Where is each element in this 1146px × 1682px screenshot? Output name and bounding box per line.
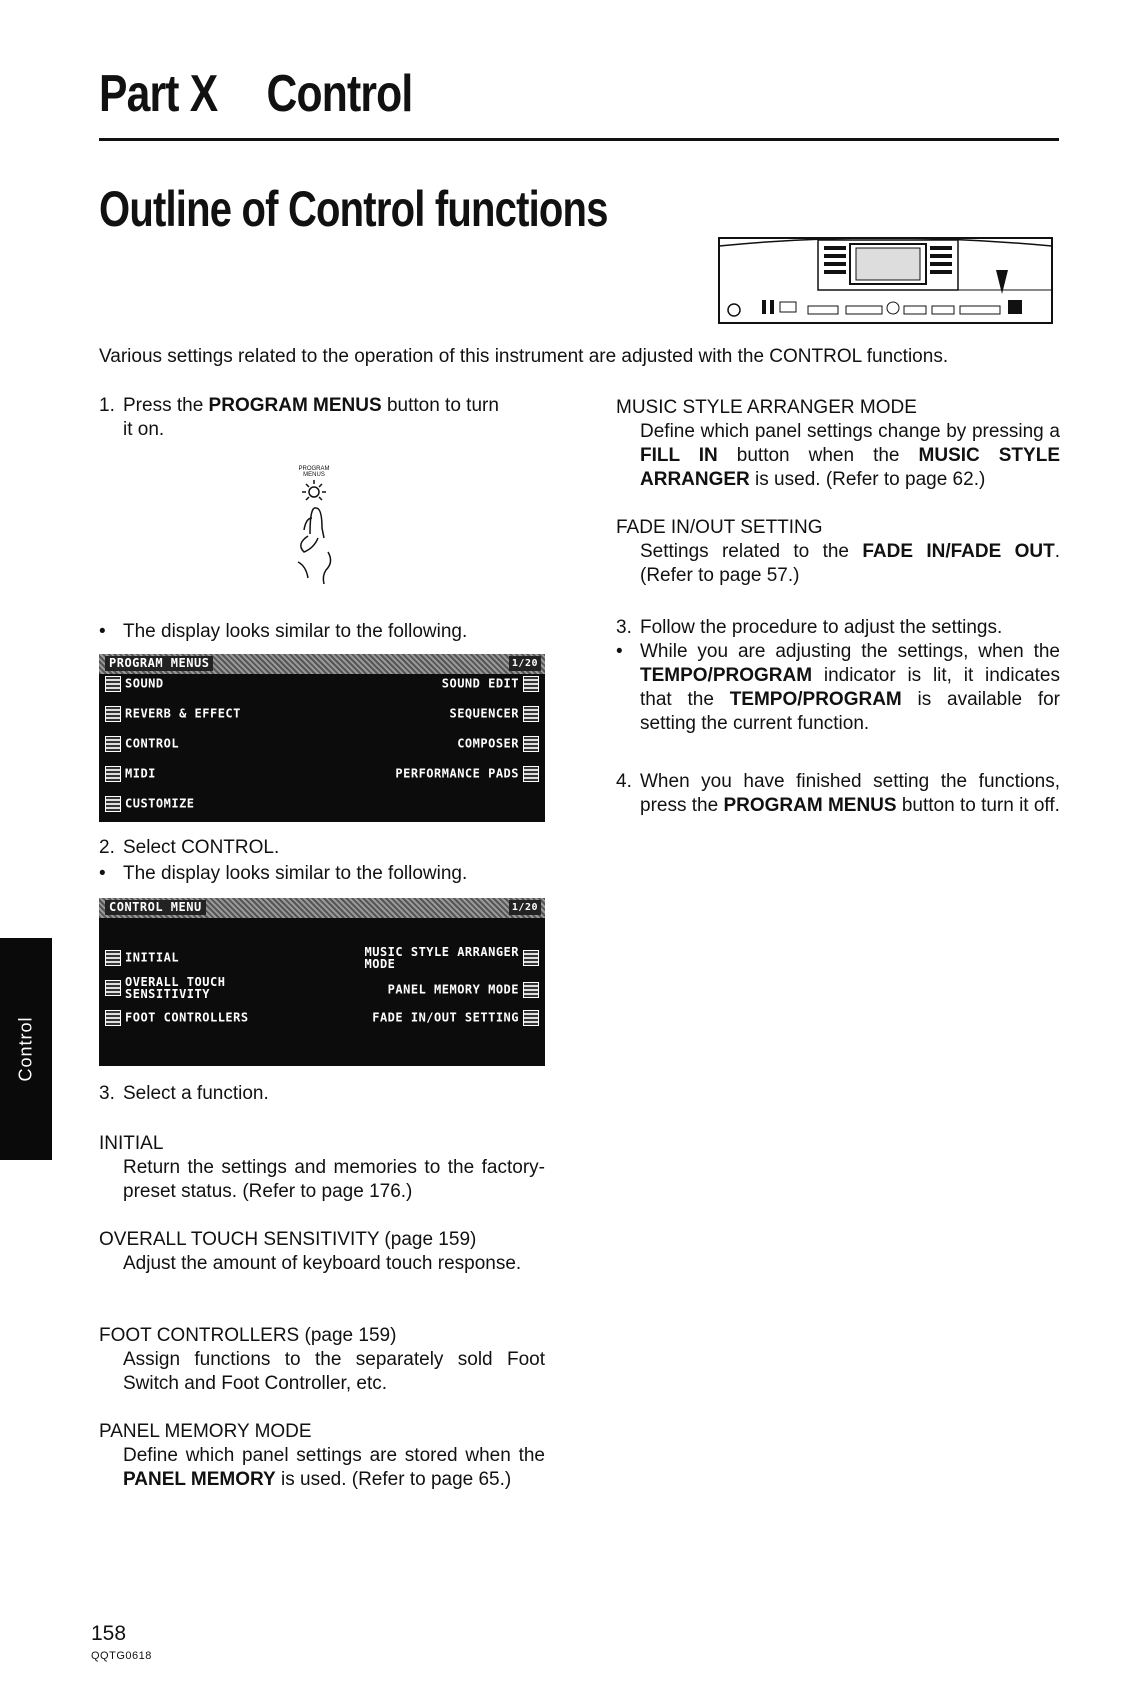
control-menu-screen (99, 898, 545, 1066)
menu-item-panel-memory-mode[interactable]: PANEL MEMORY MODE (388, 982, 543, 998)
fade-icon (523, 1010, 539, 1026)
menu-item-customize[interactable]: CUSTOMIZE (101, 796, 195, 812)
panel-memory-icon (523, 982, 539, 998)
menu-item-sequencer[interactable]: SEQUENCER (449, 706, 543, 722)
program-menus-button-label: PROGRAM MENUS (298, 466, 330, 478)
side-tab-control: Control (0, 938, 52, 1160)
desc-foot-controllers: Assign functions to the separately sold Foot Switch and Foot Controller, etc. (123, 1349, 545, 1394)
initial-icon (105, 950, 121, 966)
sound-edit-icon (523, 676, 539, 692)
screen-page: 1/20 (509, 656, 541, 671)
right-step-4: 4. When you have finished setting the functions, press the PROGRAM MENUS button to turn it off. (616, 771, 1060, 816)
menu-item-midi[interactable]: MIDI (101, 766, 156, 782)
menu-item-sound[interactable]: SOUND (101, 676, 164, 692)
screen-title: CONTROL MENU (105, 900, 206, 915)
sound-icon (105, 676, 121, 692)
screen-title-bar (99, 654, 545, 674)
desc-panel-memory: Define which panel settings are stored when the PANEL MEMORY is used. (Refer to page 65.) (123, 1445, 545, 1490)
section-title: Outline of Control functions (99, 181, 608, 237)
arranger-icon (523, 950, 539, 966)
heading-initial: INITIAL (99, 1133, 164, 1154)
desc-initial: Return the settings and memories to the factory-preset status. (Refer to page 176.) (123, 1157, 545, 1202)
menu-item-overall-touch-sensitivity[interactable]: OVERALL TOUCH SENSITIVITY (101, 976, 225, 1000)
desc-music-style-arranger: Define which panel settings change by pressing a FILL IN button when the MUSIC STYLE ARRANGER is used. (Refer to page 62.) (640, 421, 1060, 490)
midi-icon (105, 766, 121, 782)
keyboard-panel-illustration (718, 228, 1054, 328)
heading-fade-in-out: FADE IN/OUT SETTING (616, 517, 823, 538)
desc-overall-touch: Adjust the amount of keyboard touch response. (123, 1253, 522, 1274)
performance-pads-icon (523, 766, 539, 782)
reverb-icon (105, 706, 121, 722)
screen-title: PROGRAM MENUS (105, 656, 213, 671)
sequencer-icon (523, 706, 539, 722)
bullet-display-2: • The display looks similar to the following. (99, 863, 468, 884)
desc-fade-in-out: Settings related to the FADE IN/FADE OUT. (Refer to page 57.) (640, 541, 1060, 586)
part-title: Part X Control (99, 65, 413, 123)
menu-item-sound-edit[interactable]: SOUND EDIT (442, 676, 543, 692)
document-code: QQTG0618 (91, 1650, 152, 1662)
step-3: 3. Select a function. (99, 1083, 269, 1104)
heading-overall-touch: OVERALL TOUCH SENSITIVITY (page 159) (99, 1229, 477, 1250)
heading-foot-controllers: FOOT CONTROLLERS (page 159) (99, 1325, 397, 1346)
page-number: 158 (91, 1622, 127, 1645)
control-icon (105, 736, 121, 752)
menu-item-control[interactable]: CONTROL (101, 736, 179, 752)
bullet-display-1: • The display looks similar to the following. (99, 621, 468, 642)
menu-item-music-style-arranger-mode[interactable]: MUSIC STYLE ARRANGER MODE (365, 946, 544, 970)
menu-item-composer[interactable]: COMPOSER (457, 736, 543, 752)
menu-item-reverb-effect[interactable]: REVERB & EFFECT (101, 706, 241, 722)
right-bullet-tempo-program: • While you are adjusting the settings, when the TEMPO/PROGRAM indicator is lit, it indicates that the TEMPO/PROGRAM is available for setting the current function. (616, 641, 1060, 734)
touch-icon (105, 980, 121, 996)
menu-item-performance-pads[interactable]: PERFORMANCE PADS (395, 766, 543, 782)
menu-item-foot-controllers[interactable]: FOOT CONTROLLERS (101, 1010, 249, 1026)
title-rule (99, 138, 1059, 141)
program-menus-screen (99, 654, 545, 822)
right-step-3: 3. Follow the procedure to adjust the settings. (616, 617, 1003, 638)
step-1: 1. Press the PROGRAM MENUS button to turn it on. (99, 395, 499, 440)
intro-text: Various settings related to the operation of this instrument are adjusted with the CONTROL functions. (99, 346, 949, 367)
menu-item-fade-in-out-setting[interactable]: FADE IN/OUT SETTING (372, 1010, 543, 1026)
screen-title-bar (99, 898, 545, 918)
heading-panel-memory: PANEL MEMORY MODE (99, 1421, 312, 1442)
screen-page: 1/20 (509, 900, 541, 915)
finger-press-icon (290, 478, 360, 586)
customize-icon (105, 796, 121, 812)
composer-icon (523, 736, 539, 752)
foot-controller-icon (105, 1010, 121, 1026)
heading-music-style-arranger: MUSIC STYLE ARRANGER MODE (616, 397, 917, 418)
menu-item-initial[interactable]: INITIAL (101, 950, 179, 966)
step-2: 2. Select CONTROL. (99, 837, 280, 858)
